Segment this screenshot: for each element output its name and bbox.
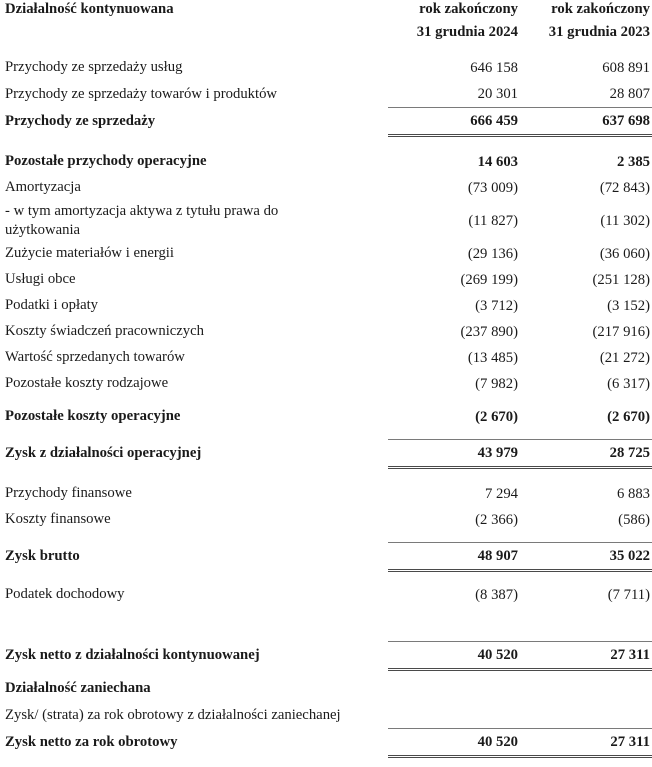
table-row-total	[0, 108, 652, 136]
row-value-2023: 2 385	[616, 153, 650, 170]
table-row-section	[0, 676, 652, 702]
row-value-2023: (6 317)	[607, 375, 650, 392]
row-value-2023: 35 022	[520, 543, 652, 571]
row-value-2024: 48 907	[388, 543, 520, 571]
row-label: Zużycie materiałów i energii	[5, 245, 174, 262]
row-value-2023: (21 272)	[599, 349, 650, 366]
header-section-label: Działalność kontynuowana	[5, 1, 174, 17]
table-row	[0, 319, 652, 345]
row-label: Zysk netto za rok obrotowy	[5, 733, 178, 750]
spacer	[0, 136, 652, 150]
header-col-2024-line2: 31 grudnia 2024	[416, 24, 518, 40]
header-col-2023-line2: 31 grudnia 2023	[548, 24, 650, 40]
header-col-2023-line1: rok zakończony	[551, 1, 650, 17]
row-value-2023: (11 302)	[600, 212, 650, 229]
spacer	[0, 397, 652, 404]
row-label: Przychody ze sprzedaży towarów i produktów	[5, 85, 278, 102]
row-value-2024: (269 199)	[460, 271, 518, 288]
spacer	[0, 608, 652, 642]
row-label: Wartość sprzedanych towarów	[5, 349, 185, 366]
spacer	[0, 571, 652, 583]
row-value-2024: 646 158	[470, 59, 518, 76]
row-value-2023	[520, 676, 652, 702]
row-value-2024: (73 009)	[467, 179, 518, 196]
table-row	[0, 81, 652, 108]
row-label: Koszty świadczeń pracowniczych	[5, 323, 205, 340]
row-label: Pozostałe koszty rodzajowe	[5, 375, 169, 392]
row-label: Koszty finansowe	[5, 511, 111, 528]
row-label: Zysk/ (strata) za rok obrotowy z działalności zaniechanej	[5, 706, 341, 723]
row-value-2024: (2 670)	[475, 408, 518, 425]
table-row	[0, 293, 652, 319]
row-label: Zysk brutto	[5, 547, 80, 564]
row-value-2023: (251 128)	[592, 271, 650, 288]
spacer	[0, 46, 652, 55]
row-value-2023: 28 807	[609, 85, 650, 102]
row-value-2023: (7 711)	[607, 586, 650, 603]
row-value-2023: 27 311	[520, 729, 652, 757]
table-row	[0, 267, 652, 293]
row-label: Przychody ze sprzedaży usług	[5, 59, 183, 76]
row-value-2024: 43 979	[388, 440, 520, 468]
spacer	[0, 430, 652, 440]
row-value-2024	[388, 702, 520, 729]
row-label: Usługi obce	[5, 271, 76, 288]
row-value-2023: 6 883	[616, 485, 650, 502]
row-value-2024: (7 982)	[475, 375, 518, 392]
row-value-2023: (36 060)	[599, 245, 650, 262]
row-label: Działalność zaniechana	[5, 680, 151, 697]
header-col-2024-line1: rok zakończony	[419, 1, 518, 17]
table-row	[0, 507, 652, 533]
table-row	[0, 404, 652, 430]
row-value-2024: (8 387)	[475, 586, 518, 603]
row-value-2024: (13 485)	[467, 349, 518, 366]
row-value-2024: 14 603	[477, 153, 518, 170]
row-value-2024: 666 459	[388, 108, 520, 136]
table-row	[0, 481, 652, 507]
row-label: Pozostałe przychody operacyjne	[5, 153, 207, 170]
row-label: Przychody ze sprzedaży	[5, 112, 156, 129]
table-row	[0, 201, 652, 241]
row-value-2023: (72 843)	[599, 179, 650, 196]
spacer	[0, 533, 652, 543]
table-row	[0, 345, 652, 371]
row-value-2023: 637 698	[520, 108, 652, 136]
row-label: Podatki i opłaty	[5, 297, 99, 314]
row-label: Przychody finansowe	[5, 485, 132, 502]
row-value-2024: (11 827)	[468, 212, 518, 229]
row-value-2023: 608 891	[602, 59, 650, 76]
row-label: Podatek dochodowy	[5, 586, 125, 603]
table-row	[0, 241, 652, 267]
table-body	[0, 46, 652, 757]
row-value-2023	[520, 702, 652, 729]
row-value-2024: (237 890)	[460, 323, 518, 340]
table-row-total	[0, 729, 652, 757]
table-row	[0, 55, 652, 81]
row-value-2024: (3 712)	[475, 297, 518, 314]
table-row-total	[0, 642, 652, 670]
table-row	[0, 582, 652, 608]
row-value-2023: 28 725	[520, 440, 652, 468]
table-row-total	[0, 440, 652, 468]
table-row	[0, 702, 652, 729]
table-row	[0, 371, 652, 397]
row-label: Amortyzacja	[5, 179, 81, 196]
row-label: Zysk z działalności operacyjnej	[5, 444, 202, 461]
row-value-2024: 7 294	[484, 485, 518, 502]
row-label: Zysk netto z działalności kontynuowanej	[5, 646, 260, 663]
row-value-2024: 20 301	[477, 85, 518, 102]
table-row	[0, 175, 652, 201]
row-value-2023: 27 311	[520, 642, 652, 670]
table-row	[0, 149, 652, 175]
header-row-line1	[0, 0, 652, 23]
row-value-2023: (3 152)	[607, 297, 650, 314]
row-value-2023: (2 670)	[607, 408, 650, 425]
row-value-2024: (2 366)	[475, 511, 518, 528]
row-value-2023: (217 916)	[592, 323, 650, 340]
row-value-2024	[388, 676, 520, 702]
spacer	[0, 468, 652, 482]
row-value-2024: (29 136)	[467, 245, 518, 262]
row-label: - w tym amortyzacja aktywa z tytułu prawa do użytkowania	[5, 202, 279, 238]
table-header	[0, 0, 652, 46]
row-value-2024: 40 520	[388, 729, 520, 757]
row-value-2023: (586)	[618, 511, 650, 528]
row-value-2024: 40 520	[388, 642, 520, 670]
row-label: Pozostałe koszty operacyjne	[5, 408, 181, 425]
table-row-total	[0, 543, 652, 571]
